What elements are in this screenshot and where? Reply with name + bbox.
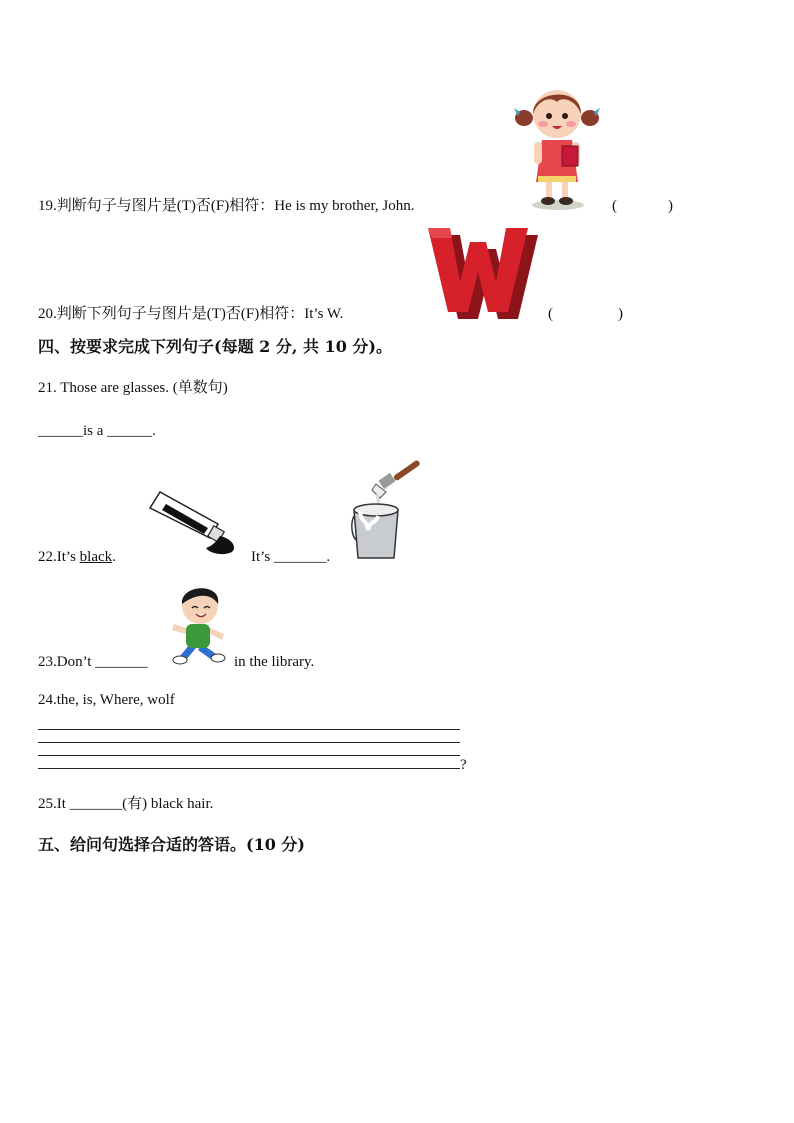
q21-answer-line: ______is a ______. (38, 423, 156, 439)
q19-paren-close: ) (668, 198, 673, 214)
q22-suffix: . (112, 549, 116, 565)
q20-paren-open: ( (548, 306, 553, 322)
running-boy-picture (168, 584, 236, 668)
q23-suffix: in the library. (234, 654, 315, 670)
q24-answer-rule-4 (38, 768, 460, 769)
q24-answer-rule-3 (38, 755, 460, 756)
q19-text: 19.判断句子与图片是(T)否(F)相符：He is my brother, John. (38, 198, 415, 214)
q19-paren-open: ( (612, 198, 617, 214)
q24-answer-rule-2 (38, 742, 460, 743)
paint-tube-picture (146, 490, 238, 556)
section5-title: 五、给问句选择合适的答语。(10 分) (38, 835, 305, 854)
q23-prefix: 23.Don’t _______ (38, 654, 148, 670)
q21-prompt: 21. Those are glasses. (单数句) (38, 380, 228, 396)
q24-prompt: 24.the, is, Where, wolf (38, 692, 175, 708)
paint-bucket-picture (346, 460, 428, 564)
girl-illustration (512, 78, 602, 212)
w-letter-picture (426, 224, 538, 320)
q24-question-mark: ? (460, 757, 467, 773)
section4-title: 四、按要求完成下列句子(每题 2 分, 共 10 分)。 (38, 337, 392, 356)
q22-prefix: 22.It’s (38, 549, 80, 565)
q20-text: 20.判断下列句子与图片是(T)否(F)相符：It’s W. (38, 306, 344, 322)
q20-paren-close: ) (618, 306, 623, 322)
q25-text: 25.It _______(有) black hair. (38, 796, 214, 812)
q22-underlined-word: black (79, 549, 113, 565)
q22-first (38, 547, 116, 567)
q22-second: It’s _______. (251, 549, 331, 565)
q24-answer-rule-1 (38, 729, 460, 730)
